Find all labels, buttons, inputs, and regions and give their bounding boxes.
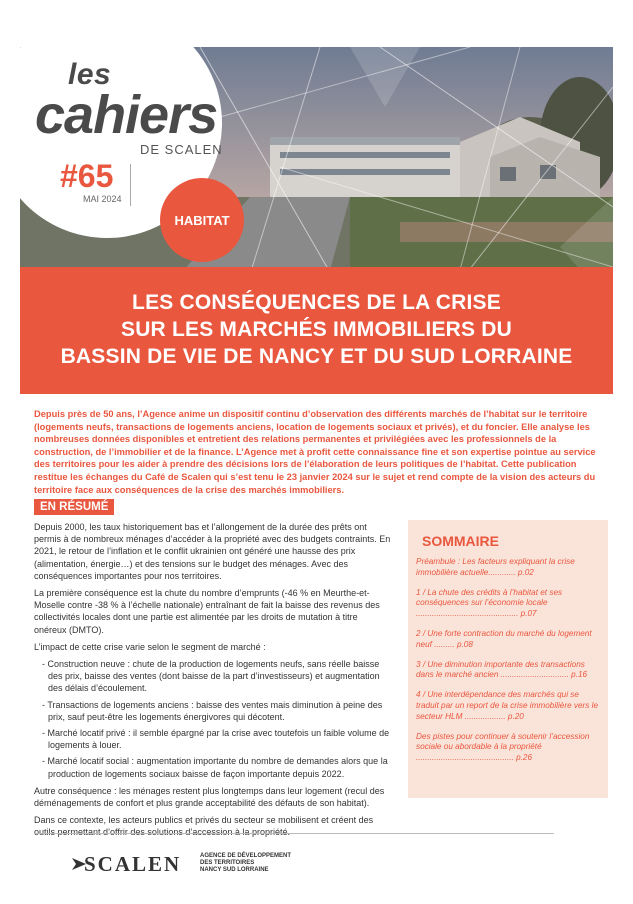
- intro-paragraph: Depuis près de 50 ans, l’Agence anime un dispositif continu d’observation des différents marchés de l’habitat sur le territoire (logements neufs, transactions de logements anciens, location de logements sociaux et privés), et du foncier. Elle analyse les nombreuses données disponibles et entretient des relations permanentes et privilégiées avec les professionnels de la construction, de l’immobilier et de la finance. L’Agence met à profit cette connaissance fine et son expertise pointue au service des territoires pour les aider à prendre des décisions lors de l’élaboration de leurs politiques de l’habitat. Cette publication restitue les échanges du Café de Scalen qui s’est tenu le 23 janvier 2024 sur le sujet et rend compte de la vision des acteurs du territoire face aux conséquences de la crise des marchés immobiliers.: [34, 409, 596, 495]
- footer-divider: [34, 833, 554, 834]
- logo-les: les: [68, 58, 112, 91]
- footer-line-2: DES TERRITOIRES: [200, 860, 255, 866]
- title-line-1: LES CONSÉQUENCES DE LA CRISE: [132, 291, 501, 314]
- resume-bullet: - Marché locatif social : augmentation importante du nombre de demandes alors que la production de logements sociaux baisse de façon importante depuis 2022.: [34, 755, 391, 779]
- sommaire-box: [408, 520, 608, 798]
- sommaire-item[interactable]: Préambule : Les facteurs expliquant la crise immobilière actuelle............ p.02: [416, 557, 575, 577]
- title-line-3: BASSIN DE VIE DE NANCY ET DU SUD LORRAINE: [60, 345, 573, 368]
- theme-badge: HABITAT: [160, 178, 244, 262]
- resume-paragraph: La première conséquence est la chute du nombre d’emprunts (-46 % en Meurthe-et-Moselle contre -38 % à l’échelle nationale) entraînant de fait la baisse des revenus des collectivités locales dont une partie est alimentée par les droits de mutation à titre onéreux (DMTO).: [34, 588, 380, 635]
- issue-divider: [130, 164, 131, 206]
- resume-body: [34, 521, 391, 844]
- title-line-2: SUR LES MARCHÉS IMMOBILIERS DU: [120, 318, 512, 341]
- resume-tag: EN RÉSUMÉ: [34, 499, 114, 515]
- logo-cahiers: cahiers: [35, 85, 218, 145]
- sommaire-title: SOMMAIRE: [422, 533, 499, 549]
- resume-bullet-list: [34, 658, 391, 780]
- footer-agency-text: [200, 853, 291, 874]
- sommaire-item[interactable]: 2 / Une forte contraction du marché du logement neuf ......... p.08: [416, 628, 592, 649]
- resume-paragraph: Autre conséquence : les ménages restent plus longtemps dans leur logement (recul des déménagements de confort et plus grande acceptabilité des défauts de son habitat).: [34, 785, 385, 809]
- footer-line-3: NANCY SUD LORRAINE: [200, 867, 269, 873]
- sommaire-item[interactable]: 1 / La chute des crédits à l’habitat et ses conséquences sur l’économie locale ............................................. p.07: [416, 587, 563, 619]
- issue-number: #65: [60, 158, 114, 194]
- resume-paragraph: Depuis 2000, les taux historiquement bas et l’allongement de la durée des prêts ont permis à de nombreux ménages d’accéder à la propriété avec des budgets contraints. En 2021, le retour de l’inflation et le conflit ukrainien ont généré une hausse des prix (alimentation, énergie…) et des tensions sur le budget des ménages. Avec des conséquences importantes pour nos territoires.: [34, 522, 391, 581]
- logo-subtitle: DE SCALEN: [140, 142, 223, 157]
- sommaire-item[interactable]: Des pistes pour continuer à soutenir l’accession sociale ou abordable à la propriété ........................................... p.26: [416, 731, 590, 763]
- issue-date: MAI 2024: [83, 194, 122, 204]
- sommaire-item[interactable]: 3 / Une diminution importante des transactions dans le marché ancien .............................. p.16: [416, 659, 588, 680]
- sommaire-item[interactable]: 4 / Une interdépendance des marchés qui se traduit par un report de la crise immobilière vers le secteur HLM .................. p.20: [416, 690, 599, 721]
- resume-paragraph: L’impact de cette crise varie selon le segment de marché :: [34, 641, 266, 652]
- resume-bullet: - Transactions de logements anciens : baisse des ventes mais diminution à peine des prix, sauf peut-être les logements énergivores qui décotent.: [34, 699, 391, 723]
- resume-bullet: - Marché locatif privé : il semble épargné par la crise avec toutefois un faible volume de logements à louer.: [34, 727, 391, 751]
- resume-paragraph: Dans ce contexte, les acteurs publics et privés du secteur se mobilisent et créent des: [34, 815, 374, 826]
- footer-brand: SCALEN: [84, 852, 182, 876]
- resume-bullet: - Construction neuve : chute de la production de logements neufs, sans réelle baisse des prix, baisse des ventes (dont baisse de la part d’investisseurs) et augmentation des délais d’écoulement.: [34, 658, 391, 695]
- footer-line-1: AGENCE DE DÉVELOPPEMENT: [200, 853, 292, 859]
- title-band: [20, 267, 613, 394]
